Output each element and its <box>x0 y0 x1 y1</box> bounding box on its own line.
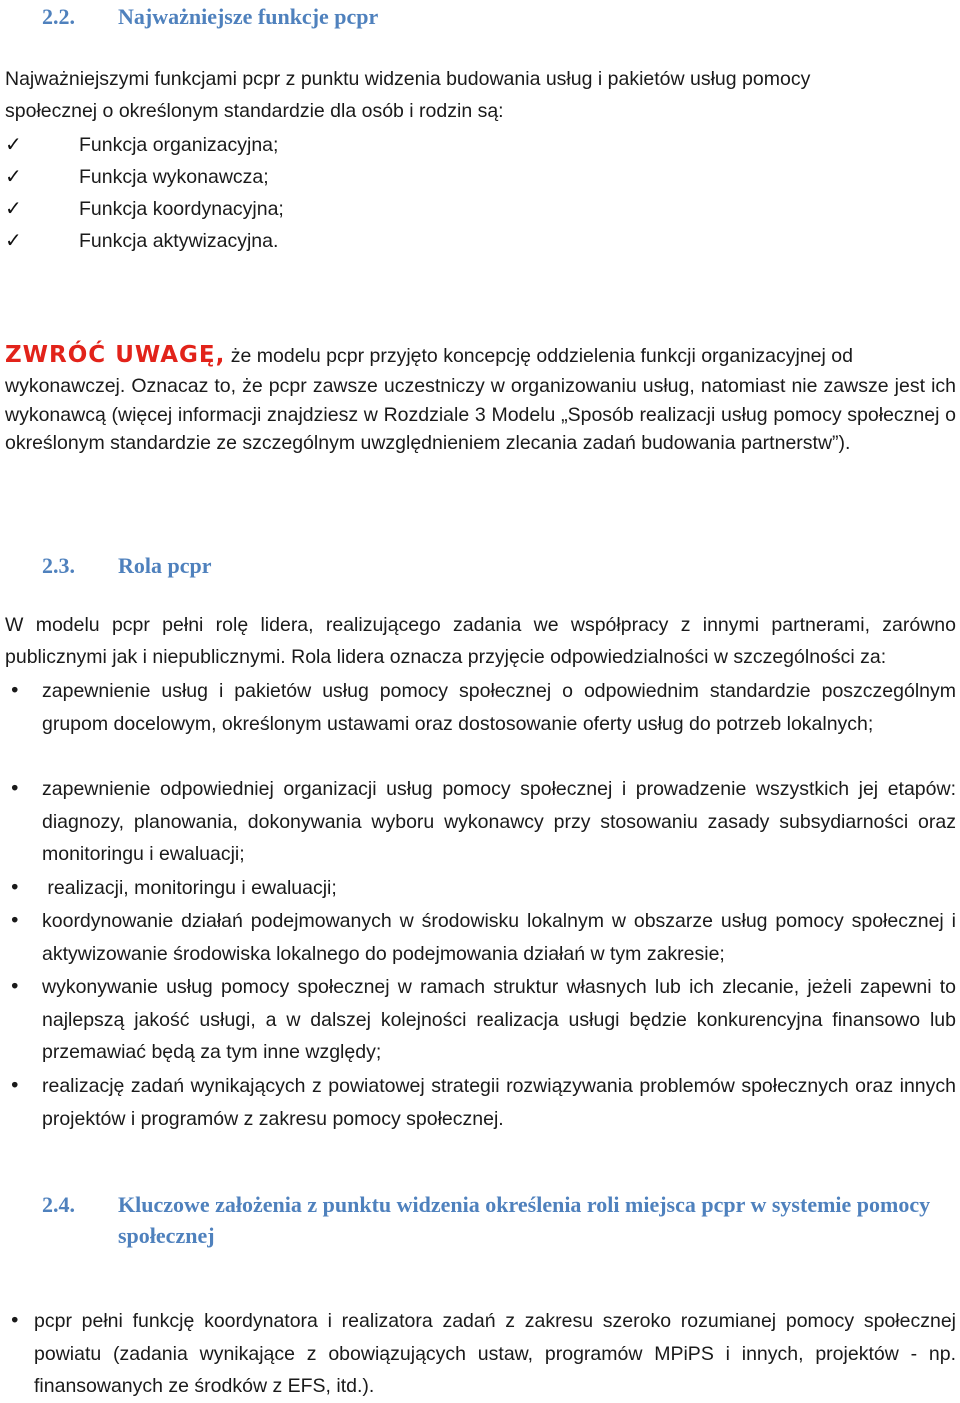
list-item: • koordynowanie działań podejmowanych w środowisku lokalnym w obszarze usług pomocy społecznej i aktywizowanie środowiska lokalnego do podejmowania działań w tym zakresie; <box>0 905 956 970</box>
attention-paragraph: wykonawczej. Oznacaz to, że pcpr zawsze uczestniczy w organizowaniu usług, natomiast nie zawsze jest ich wykonawcą (więcej informacji znajdziesz w Rozdziale 3 Modelu „Sposób realizacji usług pomocy społecznej o określonym standardzie ze szczególnym uwzględnieniem zlecania zadań budowania partnerstw”). <box>5 375 956 454</box>
list-item: • pcpr pełni funkcję koordynatora i realizatora zadań z zakresu szeroko rozumianej pomocy społecznej powiatu (zadania wynikające z obowiązujących ustaw, programów MPiPS i innych, projektów - np. finansowanych ze środków z EFS, itd.). <box>0 1305 956 1403</box>
checklist-item: ✓ Funkcja aktywizacyjna. <box>5 224 278 257</box>
checkmark-icon: ✓ <box>5 228 22 252</box>
bullet-icon: • <box>9 1074 21 1097</box>
role-intro-paragraph: W modelu pcpr pełni rolę lidera, realizującego zadania we współpracy z innymi partnerami, zarówno publicznymi jak i niepublicznymi. Rola lidera oznacza przyjęcie odpowiedzialności w szczególności za: <box>5 614 956 668</box>
intro-line: społecznej o określonym standardzie dla osób i rodzin są: <box>5 100 504 122</box>
bullet-icon: • <box>9 777 21 800</box>
bullet-icon: • <box>9 1309 21 1332</box>
attention-text: że modelu pcpr przyjęto koncepcję oddzielenia funkcji organizacyjnej od <box>225 345 853 367</box>
section-title: Rola pcpr <box>118 553 212 578</box>
list-item: • realizacji, monitoringu i ewaluacji; <box>0 872 956 905</box>
bullet-icon: • <box>9 909 21 932</box>
list-item: • zapewnienie usług i pakietów usług pomocy społecznej o odpowiednim standardzie poszczególnym grupom docelowym, określonym ustawami oraz dostosowanie oferty usług do potrzeb lokalnych; <box>0 675 956 740</box>
section-number: 2.3. <box>42 553 75 578</box>
list-item: • zapewnienie odpowiedniej organizacji usług pomocy społecznej i prowadzenie wszystkich jej etapów: diagnozy, planowania, dokonywania wyboru wykonawcy przy stosowaniu zasady subsydiarności oraz monitoringu i ewaluacji; <box>0 773 956 871</box>
checkmark-icon: ✓ <box>5 164 22 188</box>
checklist-item: ✓ Funkcja wykonawcza; <box>5 160 269 193</box>
list-item: • wykonywanie usług pomocy społecznej w ramach struktur własnych lub ich zlecanie, jeżeli zapewni to najlepszą jakość usługi, a w dalszej kolejności realizacja usługi będzie konkurencyjna finansowo lub przemawiać będą za tym inne względy; <box>0 971 956 1069</box>
section-number: 2.4. <box>42 1192 75 1217</box>
section-title: Kluczowe założenia z punktu widzenia określenia roli miejsca pcpr w systemie pomocy społecznej <box>118 1192 931 1248</box>
section-number: 2.2. <box>42 4 75 29</box>
checkmark-icon: ✓ <box>5 132 22 156</box>
section-title: Najważniejsze funkcje pcpr <box>118 4 379 29</box>
attention-line <box>5 340 956 371</box>
checklist-item: ✓ Funkcja koordynacyjna; <box>5 192 284 225</box>
bullet-icon: • <box>9 679 21 702</box>
intro-line: Najważniejszymi funkcjami pcpr z punktu widzenia budowania usług i pakietów usług pomocy <box>5 68 811 90</box>
checkmark-icon: ✓ <box>5 196 22 220</box>
attention-label: ZWRÓĆ UWAGĘ, <box>5 342 226 368</box>
bullet-icon: • <box>9 975 21 998</box>
checklist-item: ✓ Funkcja organizacyjna; <box>5 128 278 161</box>
list-item: • realizację zadań wynikających z powiatowej strategii rozwiązywania problemów społecznych oraz innych projektów i programów z zakresu pomocy społecznej. <box>0 1070 956 1135</box>
bullet-icon: • <box>9 876 21 899</box>
